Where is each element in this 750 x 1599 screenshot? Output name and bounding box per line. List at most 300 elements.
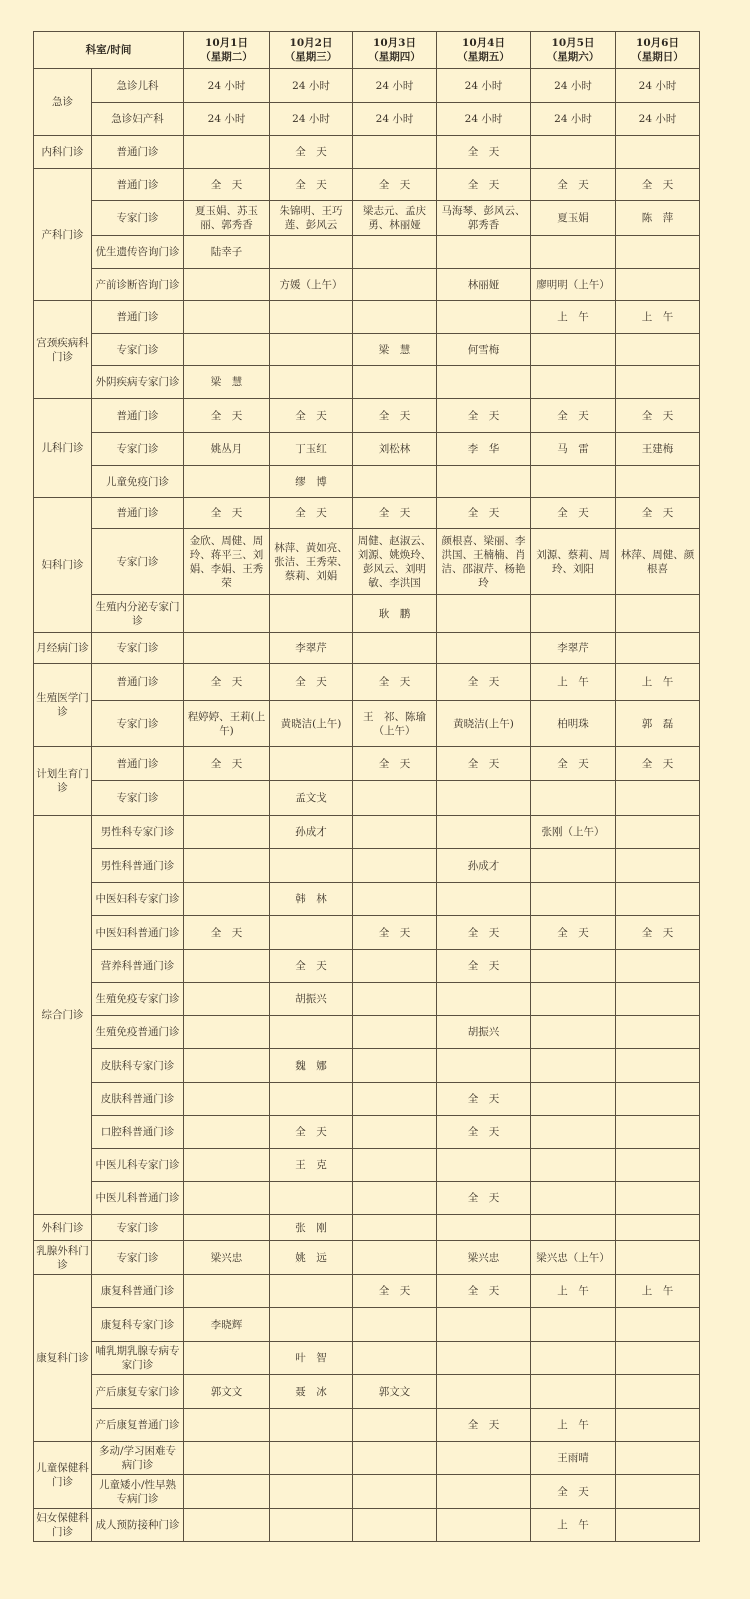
schedule-cell: 全 天 bbox=[437, 136, 531, 169]
schedule-cell: 24 小时 bbox=[353, 69, 437, 103]
schedule-cell: 全 天 bbox=[437, 916, 531, 950]
schedule-cell: 李 华 bbox=[437, 433, 531, 466]
table-row bbox=[34, 849, 700, 883]
table-row bbox=[34, 399, 700, 433]
clinic-name: 男性科普通门诊 bbox=[92, 849, 184, 883]
schedule-cell bbox=[353, 236, 437, 269]
clinic-name: 儿童矮小/性早熟专病门诊 bbox=[92, 1475, 184, 1509]
schedule-cell: 全 天 bbox=[531, 498, 616, 529]
schedule-cell bbox=[616, 1241, 700, 1275]
schedule-cell: 24 小时 bbox=[184, 103, 270, 136]
schedule-cell: 24 小时 bbox=[616, 69, 700, 103]
schedule-cell: 梁兴忠（上午） bbox=[531, 1241, 616, 1275]
schedule-cell: 上 午 bbox=[616, 664, 700, 701]
schedule-cell: 王 克 bbox=[270, 1149, 353, 1182]
schedule-cell bbox=[353, 950, 437, 983]
schedule-cell: 全 天 bbox=[437, 664, 531, 701]
department-name: 计划生育门诊 bbox=[34, 747, 92, 816]
schedule-cell: 林萍、黄如亮、张洁、王秀荣、蔡莉、刘娟 bbox=[270, 529, 353, 595]
department-name: 儿童保健科门诊 bbox=[34, 1442, 92, 1509]
schedule-cell bbox=[353, 1149, 437, 1182]
schedule-cell: 廖明明（上午） bbox=[531, 269, 616, 301]
table-row bbox=[34, 950, 700, 983]
clinic-name: 专家门诊 bbox=[92, 529, 184, 595]
schedule-cell bbox=[616, 595, 700, 633]
schedule-cell bbox=[184, 1442, 270, 1475]
day-weekday: （星期日） bbox=[631, 51, 684, 63]
schedule-cell: 方媛（上午） bbox=[270, 269, 353, 301]
schedule-cell: 林丽娅 bbox=[437, 269, 531, 301]
schedule-cell bbox=[184, 983, 270, 1016]
schedule-cell: 全 天 bbox=[437, 747, 531, 781]
table-row bbox=[34, 1083, 700, 1116]
schedule-cell: 全 天 bbox=[184, 498, 270, 529]
clinic-name: 普通门诊 bbox=[92, 301, 184, 334]
schedule-cell bbox=[353, 1215, 437, 1241]
schedule-cell: 上 午 bbox=[531, 1409, 616, 1442]
schedule-cell bbox=[353, 269, 437, 301]
schedule-cell: 24 小时 bbox=[531, 103, 616, 136]
schedule-cell: 林萍、周健、颜根喜 bbox=[616, 529, 700, 595]
schedule-cell bbox=[353, 816, 437, 849]
clinic-name: 专家门诊 bbox=[92, 781, 184, 816]
department-name: 月经病门诊 bbox=[34, 633, 92, 664]
schedule-cell bbox=[437, 1342, 531, 1375]
schedule-cell: 何雪梅 bbox=[437, 334, 531, 366]
schedule-cell bbox=[616, 1308, 700, 1342]
schedule-cell bbox=[616, 1016, 700, 1049]
day-weekday: （星期六） bbox=[546, 51, 600, 63]
schedule-cell bbox=[616, 1083, 700, 1116]
schedule-cell bbox=[531, 334, 616, 366]
schedule-cell bbox=[616, 1049, 700, 1083]
table-row bbox=[34, 236, 700, 269]
day-date: 10月5日 bbox=[551, 37, 595, 49]
clinic-name: 中医儿科普通门诊 bbox=[92, 1182, 184, 1215]
table-row bbox=[34, 916, 700, 950]
schedule-cell bbox=[184, 1182, 270, 1215]
department-name: 内科门诊 bbox=[34, 136, 92, 169]
schedule-cell bbox=[437, 983, 531, 1016]
table-row bbox=[34, 334, 700, 366]
table-row bbox=[34, 433, 700, 466]
schedule-cell: 王雨晴 bbox=[531, 1442, 616, 1475]
clinic-name: 专家门诊 bbox=[92, 433, 184, 466]
schedule-cell bbox=[531, 236, 616, 269]
schedule-cell bbox=[184, 633, 270, 664]
schedule-cell bbox=[353, 1509, 437, 1542]
day-header bbox=[437, 32, 531, 69]
schedule-cell bbox=[437, 301, 531, 334]
schedule-cell: 胡振兴 bbox=[437, 1016, 531, 1049]
schedule-cell: 24 小时 bbox=[184, 69, 270, 103]
schedule-cell bbox=[437, 1215, 531, 1241]
corner-header: 科室/时间 bbox=[34, 32, 184, 69]
schedule-cell bbox=[270, 301, 353, 334]
clinic-name: 产前诊断咨询门诊 bbox=[92, 269, 184, 301]
table-row bbox=[34, 1016, 700, 1049]
clinic-name: 普通门诊 bbox=[92, 169, 184, 201]
schedule-cell bbox=[437, 816, 531, 849]
clinic-name: 普通门诊 bbox=[92, 664, 184, 701]
schedule-cell bbox=[437, 1308, 531, 1342]
schedule-cell bbox=[184, 1116, 270, 1149]
table-row bbox=[34, 1409, 700, 1442]
schedule-cell bbox=[531, 1182, 616, 1215]
schedule-cell: 全 天 bbox=[437, 1083, 531, 1116]
schedule-cell: 全 天 bbox=[353, 664, 437, 701]
schedule-cell: 王 祁、陈瑜（上午） bbox=[353, 701, 437, 747]
schedule-cell: 全 天 bbox=[270, 664, 353, 701]
day-header bbox=[531, 32, 616, 69]
schedule-cell bbox=[616, 1409, 700, 1442]
schedule-cell bbox=[531, 466, 616, 498]
schedule-cell bbox=[184, 1149, 270, 1182]
schedule-cell bbox=[353, 883, 437, 916]
schedule-cell: 马海琴、彭风云、郭秀香 bbox=[437, 201, 531, 236]
schedule-cell bbox=[437, 1375, 531, 1409]
schedule-cell: 周健、赵淑云、刘源、姚焕玲、彭风云、刘明敏、李洪国 bbox=[353, 529, 437, 595]
schedule-cell bbox=[616, 334, 700, 366]
table-row bbox=[34, 1116, 700, 1149]
schedule-cell: 颜根喜、梁丽、李洪国、王楠楠、肖洁、邵淑芹、杨艳玲 bbox=[437, 529, 531, 595]
schedule-cell: 全 天 bbox=[437, 1409, 531, 1442]
clinic-name: 成人预防接种门诊 bbox=[92, 1509, 184, 1542]
day-date: 10月4日 bbox=[462, 37, 505, 49]
schedule-cell: 张 刚 bbox=[270, 1215, 353, 1241]
schedule-cell: 韩 林 bbox=[270, 883, 353, 916]
schedule-cell bbox=[184, 301, 270, 334]
day-header bbox=[184, 32, 270, 69]
schedule-cell: 全 天 bbox=[184, 747, 270, 781]
schedule-cell bbox=[616, 1442, 700, 1475]
schedule-cell: 全 天 bbox=[184, 664, 270, 701]
table-row bbox=[34, 466, 700, 498]
day-weekday: （星期三） bbox=[284, 51, 338, 63]
schedule-cell: 孟文戈 bbox=[270, 781, 353, 816]
header-row bbox=[34, 32, 700, 69]
schedule-cell: 24 小时 bbox=[270, 103, 353, 136]
schedule-cell: 程婷婷、王莉(上午) bbox=[184, 701, 270, 747]
schedule-cell bbox=[531, 1149, 616, 1182]
table-row bbox=[34, 301, 700, 334]
department-name: 外科门诊 bbox=[34, 1215, 92, 1241]
schedule-cell bbox=[616, 983, 700, 1016]
schedule-cell: 马 雷 bbox=[531, 433, 616, 466]
clinic-name: 儿童免疫门诊 bbox=[92, 466, 184, 498]
schedule-cell: 全 天 bbox=[616, 498, 700, 529]
schedule-cell bbox=[270, 1275, 353, 1308]
schedule-cell: 姚丛月 bbox=[184, 433, 270, 466]
schedule-cell bbox=[184, 1409, 270, 1442]
schedule-cell: 24 小时 bbox=[531, 69, 616, 103]
schedule-cell: 黄晓洁(上午) bbox=[437, 701, 531, 747]
schedule-cell bbox=[353, 1182, 437, 1215]
clinic-name: 专家门诊 bbox=[92, 701, 184, 747]
clinic-name: 多动/学习困难专病门诊 bbox=[92, 1442, 184, 1475]
schedule-cell bbox=[270, 1509, 353, 1542]
schedule-cell bbox=[353, 849, 437, 883]
day-date: 10月6日 bbox=[636, 37, 679, 49]
clinic-name: 外阴疾病专家门诊 bbox=[92, 366, 184, 399]
department-name: 急诊 bbox=[34, 69, 92, 136]
clinic-name: 哺乳期乳腺专病专家门诊 bbox=[92, 1342, 184, 1375]
schedule-cell bbox=[184, 883, 270, 916]
clinic-name: 急诊儿科 bbox=[92, 69, 184, 103]
schedule-cell bbox=[184, 136, 270, 169]
schedule-cell: 全 天 bbox=[531, 916, 616, 950]
schedule-cell bbox=[353, 1442, 437, 1475]
table-row bbox=[34, 1509, 700, 1542]
schedule-cell bbox=[184, 1509, 270, 1542]
schedule-cell bbox=[353, 1308, 437, 1342]
schedule-cell: 全 天 bbox=[437, 1116, 531, 1149]
schedule-cell bbox=[531, 1083, 616, 1116]
department-name: 康复科门诊 bbox=[34, 1275, 92, 1442]
schedule-cell bbox=[270, 1016, 353, 1049]
table-row bbox=[34, 1475, 700, 1509]
clinic-name: 皮肤科专家门诊 bbox=[92, 1049, 184, 1083]
schedule-cell bbox=[531, 950, 616, 983]
schedule-cell bbox=[184, 781, 270, 816]
department-name: 宫颈疾病科门诊 bbox=[34, 301, 92, 399]
table-row bbox=[34, 1442, 700, 1475]
schedule-cell bbox=[184, 1275, 270, 1308]
clinic-name: 优生遗传咨询门诊 bbox=[92, 236, 184, 269]
clinic-name: 生殖免疫普通门诊 bbox=[92, 1016, 184, 1049]
clinic-name: 皮肤科普通门诊 bbox=[92, 1083, 184, 1116]
schedule-cell: 梁兴忠 bbox=[437, 1241, 531, 1275]
schedule-cell: 叶 智 bbox=[270, 1342, 353, 1375]
table-row bbox=[34, 1049, 700, 1083]
schedule-cell bbox=[270, 1083, 353, 1116]
day-header bbox=[353, 32, 437, 69]
schedule-cell bbox=[184, 269, 270, 301]
table-row bbox=[34, 1182, 700, 1215]
department-name: 生殖医学门诊 bbox=[34, 664, 92, 747]
schedule-cell: 全 天 bbox=[616, 399, 700, 433]
schedule-cell: 朱锦明、王巧莲、彭风云 bbox=[270, 201, 353, 236]
schedule-cell bbox=[531, 1375, 616, 1409]
schedule-cell: 全 天 bbox=[270, 498, 353, 529]
table-row bbox=[34, 781, 700, 816]
schedule-cell bbox=[184, 334, 270, 366]
schedule-cell bbox=[353, 983, 437, 1016]
day-date: 10月3日 bbox=[373, 37, 416, 49]
schedule-cell: 全 天 bbox=[437, 498, 531, 529]
schedule-cell: 上 午 bbox=[531, 664, 616, 701]
schedule-cell: 黄晓洁(上午) bbox=[270, 701, 353, 747]
schedule-cell bbox=[270, 1475, 353, 1509]
schedule-cell bbox=[184, 950, 270, 983]
table-row bbox=[34, 269, 700, 301]
clinic-name: 急诊妇产科 bbox=[92, 103, 184, 136]
table-row bbox=[34, 69, 700, 103]
clinic-name: 普通门诊 bbox=[92, 399, 184, 433]
schedule-cell bbox=[184, 1342, 270, 1375]
schedule-cell bbox=[353, 633, 437, 664]
schedule-cell bbox=[270, 595, 353, 633]
schedule-cell bbox=[270, 334, 353, 366]
table-row bbox=[34, 136, 700, 169]
table-row bbox=[34, 816, 700, 849]
table-row bbox=[34, 1275, 700, 1308]
schedule-cell: 刘松林 bbox=[353, 433, 437, 466]
schedule-cell bbox=[270, 916, 353, 950]
schedule-cell bbox=[353, 781, 437, 816]
department-name: 妇科门诊 bbox=[34, 498, 92, 633]
schedule-cell: 全 天 bbox=[270, 136, 353, 169]
schedule-cell: 梁志元、孟庆勇、林丽娅 bbox=[353, 201, 437, 236]
schedule-cell bbox=[353, 1241, 437, 1275]
schedule-cell bbox=[353, 466, 437, 498]
schedule-cell: 全 天 bbox=[353, 747, 437, 781]
department-name: 儿科门诊 bbox=[34, 399, 92, 498]
schedule-cell: 陆幸子 bbox=[184, 236, 270, 269]
schedule-cell: 24 小时 bbox=[353, 103, 437, 136]
clinic-name: 康复科普通门诊 bbox=[92, 1275, 184, 1308]
schedule-cell: 李翠芹 bbox=[270, 633, 353, 664]
schedule-cell bbox=[184, 1475, 270, 1509]
table-row bbox=[34, 664, 700, 701]
schedule-cell bbox=[270, 747, 353, 781]
schedule-cell: 魏 娜 bbox=[270, 1049, 353, 1083]
schedule-cell: 梁兴忠 bbox=[184, 1241, 270, 1275]
schedule-cell: 全 天 bbox=[531, 747, 616, 781]
schedule-cell: 全 天 bbox=[353, 498, 437, 529]
schedule-cell bbox=[531, 1049, 616, 1083]
clinic-name: 生殖内分泌专家门诊 bbox=[92, 595, 184, 633]
schedule-cell: 全 天 bbox=[437, 950, 531, 983]
schedule-cell: 梁 慧 bbox=[353, 334, 437, 366]
schedule-cell: 全 天 bbox=[437, 1275, 531, 1308]
clinic-name: 中医儿科专家门诊 bbox=[92, 1149, 184, 1182]
schedule-cell: 耿 鹏 bbox=[353, 595, 437, 633]
schedule-cell: 上 午 bbox=[531, 1509, 616, 1542]
schedule-cell bbox=[184, 1215, 270, 1241]
schedule-cell bbox=[353, 1049, 437, 1083]
schedule-cell: 王建梅 bbox=[616, 433, 700, 466]
schedule-cell bbox=[437, 595, 531, 633]
schedule-cell bbox=[184, 1083, 270, 1116]
schedule-cell: 李翠芹 bbox=[531, 633, 616, 664]
schedule-cell: 24 小时 bbox=[437, 69, 531, 103]
schedule-cell bbox=[616, 816, 700, 849]
schedule-cell bbox=[270, 1182, 353, 1215]
schedule-cell: 孙成才 bbox=[270, 816, 353, 849]
schedule-cell bbox=[270, 1442, 353, 1475]
schedule-cell bbox=[531, 883, 616, 916]
schedule-cell bbox=[616, 1509, 700, 1542]
schedule-cell bbox=[531, 1215, 616, 1241]
clinic-name: 普通门诊 bbox=[92, 136, 184, 169]
schedule-cell bbox=[531, 1016, 616, 1049]
schedule-cell bbox=[184, 849, 270, 883]
schedule-cell bbox=[270, 1409, 353, 1442]
schedule-cell: 全 天 bbox=[616, 747, 700, 781]
schedule-cell: 李晓辉 bbox=[184, 1308, 270, 1342]
clinic-name: 专家门诊 bbox=[92, 1215, 184, 1241]
table-row bbox=[34, 747, 700, 781]
schedule-cell bbox=[616, 1149, 700, 1182]
schedule-cell bbox=[353, 301, 437, 334]
schedule-cell bbox=[616, 633, 700, 664]
schedule-cell: 刘源、蔡莉、周玲、刘阳 bbox=[531, 529, 616, 595]
clinic-name: 产后康复专家门诊 bbox=[92, 1375, 184, 1409]
schedule-cell bbox=[531, 366, 616, 399]
table-row bbox=[34, 1149, 700, 1182]
clinic-name: 普通门诊 bbox=[92, 498, 184, 529]
schedule-cell bbox=[616, 883, 700, 916]
schedule-cell bbox=[531, 1116, 616, 1149]
schedule-cell: 金欣、周健、周玲、蒋平三、刘娟、李娟、王秀荣 bbox=[184, 529, 270, 595]
table-row bbox=[34, 366, 700, 399]
schedule-cell: 郭文文 bbox=[353, 1375, 437, 1409]
clinic-name: 生殖免疫专家门诊 bbox=[92, 983, 184, 1016]
schedule-cell: 孙成才 bbox=[437, 849, 531, 883]
schedule-cell: 全 天 bbox=[353, 169, 437, 201]
schedule-cell: 全 天 bbox=[270, 950, 353, 983]
schedule-cell bbox=[270, 366, 353, 399]
day-header bbox=[270, 32, 353, 69]
schedule-cell bbox=[184, 466, 270, 498]
schedule-cell bbox=[616, 1116, 700, 1149]
schedule-cell bbox=[531, 1342, 616, 1375]
schedule-cell bbox=[616, 849, 700, 883]
table-row bbox=[34, 883, 700, 916]
schedule-cell: 全 天 bbox=[437, 169, 531, 201]
schedule-cell: 全 天 bbox=[616, 169, 700, 201]
schedule-cell: 全 天 bbox=[184, 169, 270, 201]
schedule-cell: 柏明珠 bbox=[531, 701, 616, 747]
schedule-cell: 上 午 bbox=[616, 301, 700, 334]
schedule-cell: 全 天 bbox=[353, 916, 437, 950]
schedule-cell: 郭 磊 bbox=[616, 701, 700, 747]
department-name: 妇女保健科门诊 bbox=[34, 1509, 92, 1542]
schedule-cell: 缪 博 bbox=[270, 466, 353, 498]
schedule-cell bbox=[616, 136, 700, 169]
department-name: 综合门诊 bbox=[34, 816, 92, 1215]
day-weekday: （星期五） bbox=[457, 51, 510, 63]
schedule-cell: 24 小时 bbox=[437, 103, 531, 136]
schedule-cell: 全 天 bbox=[616, 916, 700, 950]
schedule-cell bbox=[437, 1509, 531, 1542]
schedule-cell bbox=[616, 781, 700, 816]
schedule-cell bbox=[616, 466, 700, 498]
schedule-cell bbox=[353, 1409, 437, 1442]
schedule-cell: 聂 冰 bbox=[270, 1375, 353, 1409]
schedule-cell: 全 天 bbox=[531, 399, 616, 433]
schedule-cell: 全 天 bbox=[184, 399, 270, 433]
schedule-cell: 全 天 bbox=[531, 1475, 616, 1509]
schedule-cell bbox=[616, 1375, 700, 1409]
department-name: 乳腺外科门诊 bbox=[34, 1241, 92, 1275]
clinic-name: 专家门诊 bbox=[92, 633, 184, 664]
table-row bbox=[34, 103, 700, 136]
day-weekday: （星期四） bbox=[368, 51, 421, 63]
schedule-cell bbox=[353, 1475, 437, 1509]
schedule-cell: 丁玉红 bbox=[270, 433, 353, 466]
clinic-name: 口腔科普通门诊 bbox=[92, 1116, 184, 1149]
clinic-name: 专家门诊 bbox=[92, 201, 184, 236]
schedule-cell: 夏玉娟、苏玉丽、郭秀香 bbox=[184, 201, 270, 236]
schedule-cell: 全 天 bbox=[437, 1182, 531, 1215]
schedule-cell: 全 天 bbox=[531, 169, 616, 201]
schedule-cell bbox=[353, 1016, 437, 1049]
schedule-cell: 24 小时 bbox=[616, 103, 700, 136]
clinic-name: 康复科专家门诊 bbox=[92, 1308, 184, 1342]
schedule-cell: 全 天 bbox=[270, 169, 353, 201]
